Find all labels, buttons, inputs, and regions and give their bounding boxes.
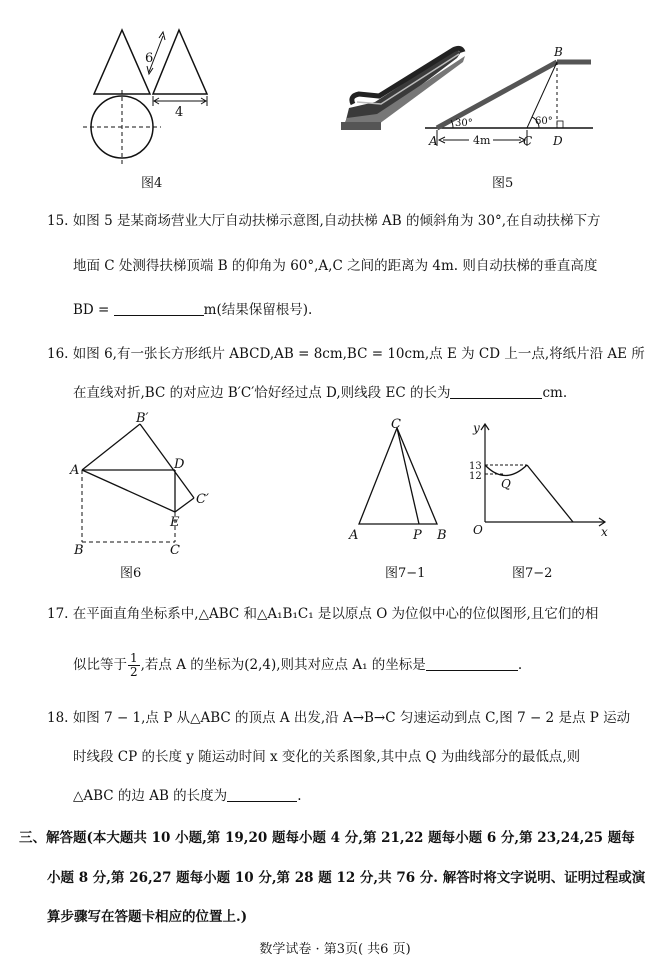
section3-line2: 小题 8 分,第 26,27 题每小题 10 分,第 28 题 12 分,共 76 分. 解答时将文字说明、证明过程或演 — [47, 870, 646, 886]
fig4-caption: 图4 — [141, 176, 163, 191]
q16-text-line2b: cm. — [542, 385, 568, 401]
q15-answer-blank[interactable] — [114, 301, 204, 316]
fig5-label-b: B — [554, 45, 563, 59]
fig7-2-line-segment — [527, 465, 573, 522]
q16-answer-blank[interactable] — [450, 384, 542, 399]
fig5-angle-a: 30° — [455, 118, 473, 129]
figure-5 — [335, 40, 600, 150]
q16-line1 — [47, 342, 645, 362]
q18-text-line3a: △ABC 的边 AB 的长度为 — [73, 788, 228, 804]
q15-line2: 地面 C 处测得扶梯顶端 B 的仰角为 60°,A,C 之间的距离为 4m. 则自动扶梯的垂直高度 — [73, 258, 598, 274]
fig6-label-b-prime: B′ — [136, 411, 149, 426]
fig6-label-a: A — [70, 463, 80, 478]
fig5-label-a: A — [429, 134, 438, 148]
q17-answer-blank[interactable] — [426, 656, 518, 671]
escalator-image — [341, 48, 465, 130]
fig7-1-label-a: A — [349, 528, 359, 543]
q15-number: 15. — [47, 213, 69, 229]
q15-line3 — [73, 298, 312, 318]
fig7-2-caption: 图7−2 — [512, 566, 553, 581]
fig4-slant-label: 6 — [145, 51, 154, 66]
fig7-2-label-x: x — [601, 525, 608, 539]
fig5-label-c: C — [523, 134, 533, 148]
fig4-base-label: 4 — [175, 105, 184, 120]
fig5-angle-c: 60° — [535, 116, 553, 127]
fig7-2-tick-12: 12 — [469, 471, 482, 482]
figure-7-1 — [345, 418, 455, 548]
q17-fraction — [128, 652, 140, 679]
fig7-1-label-c: C — [391, 418, 401, 432]
page-footer: 数学试卷 · 第3页( 共6 页) — [259, 942, 411, 957]
fig5-label-d: D — [553, 134, 563, 148]
fig7-1-caption: 图7−1 — [385, 566, 426, 581]
fig5-dist-label: 4m — [473, 134, 491, 147]
figure-7-2 — [465, 418, 625, 548]
fig7-2-label-y: y — [473, 421, 480, 435]
figure-4 — [75, 22, 225, 172]
q17-text-line2c: . — [517, 657, 523, 673]
section3-line3: 算步骤写在答题卡相应的位置上.) — [47, 909, 248, 925]
fig7-2-label-o: O — [473, 523, 483, 537]
q16-number: 16. — [47, 346, 69, 362]
fig6-caption: 图6 — [120, 566, 142, 581]
q16-text-line1: 如图 6,有一张长方形纸片 ABCD,AB = 8cm,BC = 10cm,点 E 为 CD 上一点,将纸片沿 AE 所 — [72, 346, 645, 362]
fig6-label-e: E — [170, 515, 180, 530]
q18-answer-blank[interactable] — [227, 787, 297, 802]
q17-text-line2b: ,若点 A 的坐标为(2,4),则其对应点 A₁ 的坐标是 — [140, 657, 426, 673]
fig7-1-label-p: P — [413, 528, 422, 543]
q18-text-line3b: . — [297, 788, 302, 804]
q15-text-line3a: BD = — [73, 302, 110, 318]
figure-6 — [62, 410, 222, 560]
q17-line1 — [47, 602, 598, 622]
fig7-1-triangle — [359, 428, 437, 524]
q18-line1 — [47, 706, 630, 726]
fig4-front-view-triangle — [94, 30, 150, 94]
q17-number: 17. — [47, 606, 69, 622]
q17-text-line1: 在平面直角坐标系中,△ABC 和△A₁B₁C₁ 是以原点 O 为位似中心的位似图形,且它们的相 — [72, 606, 599, 622]
q15-line1 — [47, 209, 601, 229]
fig6-label-d: D — [174, 457, 185, 472]
q17-text-line2a: 似比等于 — [73, 657, 127, 673]
q17-frac-num: 1 — [130, 651, 138, 665]
q18-line3 — [73, 784, 301, 804]
q18-text-line1: 如图 7 − 1,点 P 从△ABC 的顶点 A 出发,沿 A→B→C 匀速运动到点 C,图 7 − 2 是点 P 运动 — [72, 710, 631, 726]
fig5-caption: 图5 — [492, 176, 514, 191]
fig6-label-c-prime: C′ — [196, 492, 209, 507]
q16-line2 — [73, 381, 567, 401]
q15-text-line3b: m(结果保留根号). — [203, 302, 313, 318]
q17-frac-den: 2 — [130, 665, 138, 679]
q18-line2: 时线段 CP 的长度 y 随运动时间 x 变化的关系图象,其中点 Q 为曲线部分的最低点,则 — [73, 749, 581, 765]
fig7-1-label-b: B — [437, 528, 447, 543]
fig6-label-b: B — [74, 543, 84, 558]
fig7-2-label-q: Q — [501, 477, 511, 491]
q15-text-line1: 如图 5 是某商场营业大厅自动扶梯示意图,自动扶梯 AB 的倾斜角为 30°,在自动扶梯下方 — [72, 213, 601, 229]
q18-number: 18. — [47, 710, 69, 726]
section3-line1: 三、解答题(本大题共 10 小题,第 19,20 题每小题 4 分,第 21,22 题每小题 6 分,第 23,24,25 题每 — [19, 830, 635, 846]
q16-text-line2a: 在直线对折,BC 的对应边 B′C′恰好经过点 D,则线段 EC 的长为 — [73, 385, 451, 401]
q17-line2 — [73, 652, 522, 679]
fig6-label-c: C — [170, 543, 180, 558]
fig7-2-tick-13: 13 — [469, 461, 482, 472]
